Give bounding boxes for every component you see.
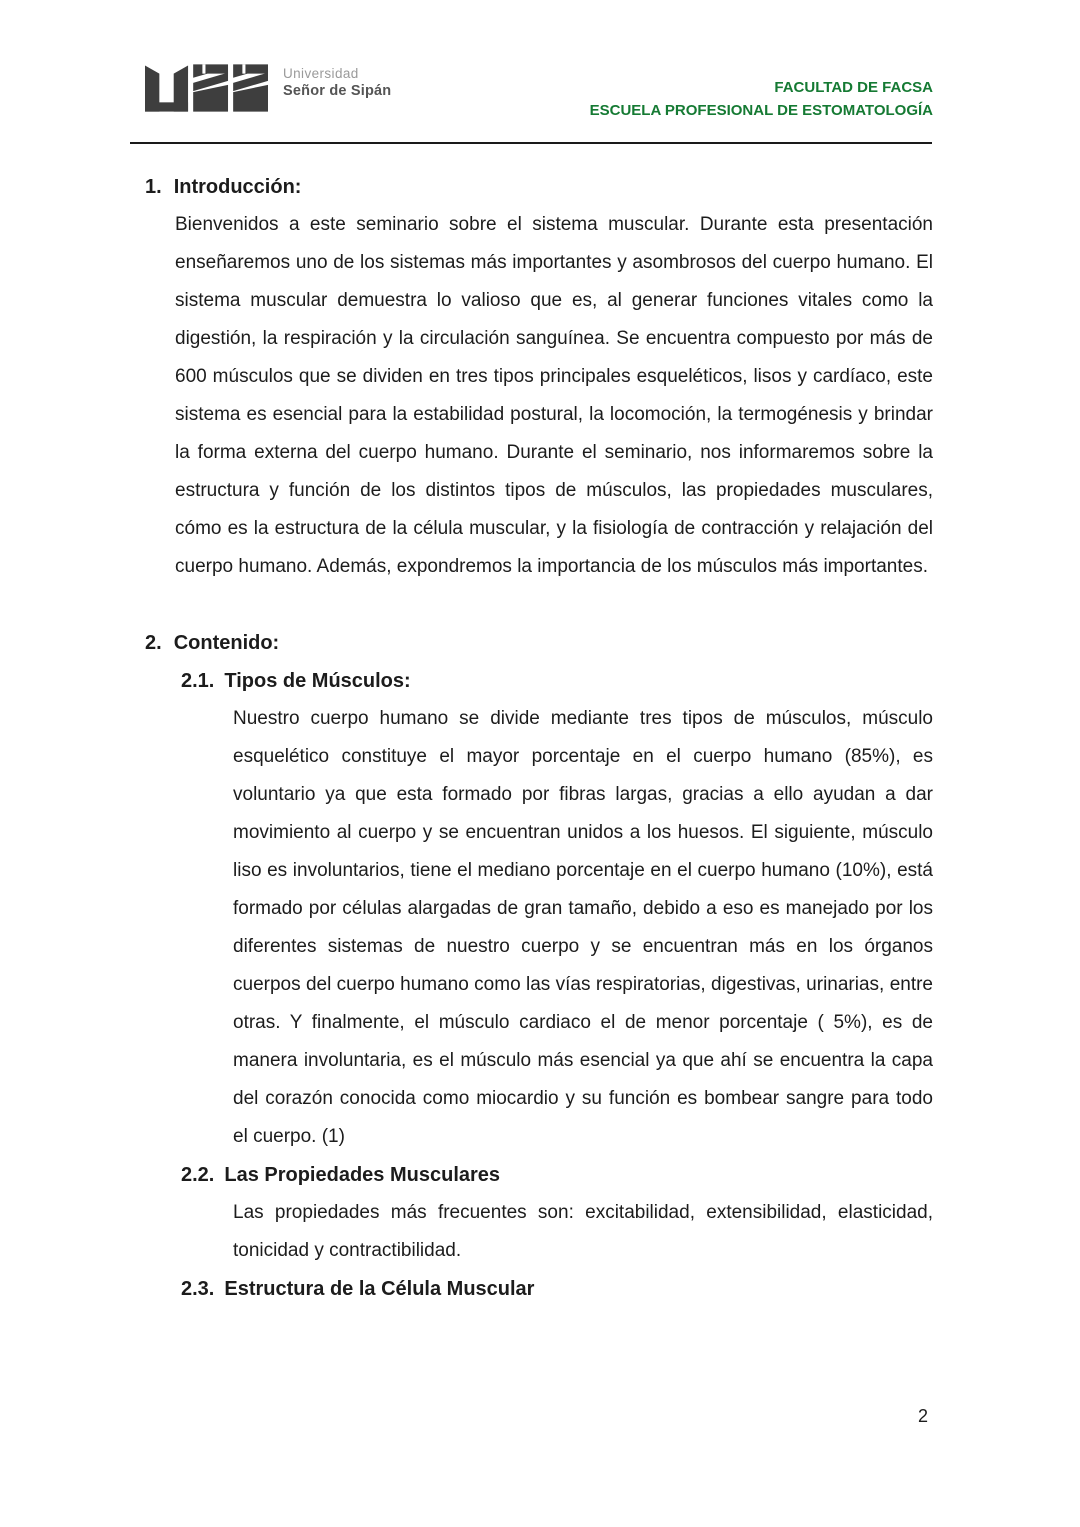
uss-logo [145,64,391,112]
logo-senor-de-sipan-label: Señor de Sipán [283,83,392,99]
header-divider [130,142,932,144]
subsection-number: 2.2. [181,1164,215,1186]
section-number: 1. [145,176,162,198]
propiedades-musculares-paragraph: Las propiedades más frecuentes son: excitabilidad, extensibilidad, elasticidad, tonicidad y contractibilidad. [233,1202,933,1261]
subsection-number: 2.3. [181,1278,215,1300]
introduccion-paragraph: Bienvenidos a este seminario sobre el sistema muscular. Durante esta presentación enseñaremos uno de los sistemas más importantes y asombrosos del cuerpo humano. El sistema muscular demuestra lo valioso que es, al generar funciones vitales como la digestión, la respiración y la circulación sanguínea. Se encuentra compuesto por más de 600 músculos que se dividen en tres tipos principales esqueléticos, lisos y cardíaco, este sistema es esencial para la estabilidad postural, la locomoción, la termogénesis y brindar la forma externa del cuerpo humano. Durante el seminario, nos informaremos sobre la estructura y función de los distintos tipos de músculos, las propiedades musculares, cómo es la estructura de la célula muscular, y la fisiología de contracción y relajación del cuerpo humano. Además, expondremos la importancia de los músculos más importantes. [175,214,933,577]
logo-wordmark [283,64,391,100]
subsection-title: Las Propiedades Musculares [224,1164,501,1186]
tipos-de-musculos-paragraph: Nuestro cuerpo humano se divide mediante tres tipos de músculos, músculo esquelético constituye el mayor porcentaje en el cuerpo humano (85%), es voluntario ya que esta formado por fibras largas, gracias a ello ayudan a dar movimiento al cuerpo y se encuentran unidos a los huesos. El siguiente, músculo liso es involuntarios, tiene el mediano porcentaje en el cuerpo humano (10%), está formado por células alargadas de gran tamaño, debido a eso es manejado por los diferentes sistemas de nuestro cuerpo y se encuentran más en los órganos cuerpos del cuerpo humano como las vías respiratorias, digestivas, urinarias, entre otras. Y finalmente, el músculo cardiaco el de menor porcentaje ( 5%), es de manera involuntaria, es el músculo más esencial ya que ahí se encuentra la capa del corazón conocida como miocardio y su función es bombear sangre para todo el cuerpo. (1) [233,708,933,1147]
section-number: 2. [145,632,162,654]
page-number: 2 [917,1406,928,1426]
subsection-heading-propiedades-musculares [181,1156,933,1194]
subsection-heading-estructura-celula-muscular [181,1270,933,1308]
faculty-line: FACULTAD DE FACSA [774,79,933,96]
section-title: Introducción: [173,176,302,198]
school-line: ESCUELA PROFESIONAL DE ESTOMATOLOGÍA [589,102,933,119]
uss-logo-icon [145,64,268,112]
faculty-header [590,76,933,122]
subsection-number: 2.1. [181,670,215,692]
subsection-title: Tipos de Músculos: [224,670,411,692]
section-heading-contenido [145,624,933,662]
page-header [0,0,1080,144]
section-heading-introduccion [145,168,933,206]
logo-universidad-label: Universidad [283,66,359,81]
section-title: Contenido: [173,632,280,654]
subsection-heading-tipos-de-musculos [181,662,933,700]
document-body [0,168,1080,1308]
subsection-title: Estructura de la Célula Muscular [224,1278,535,1300]
